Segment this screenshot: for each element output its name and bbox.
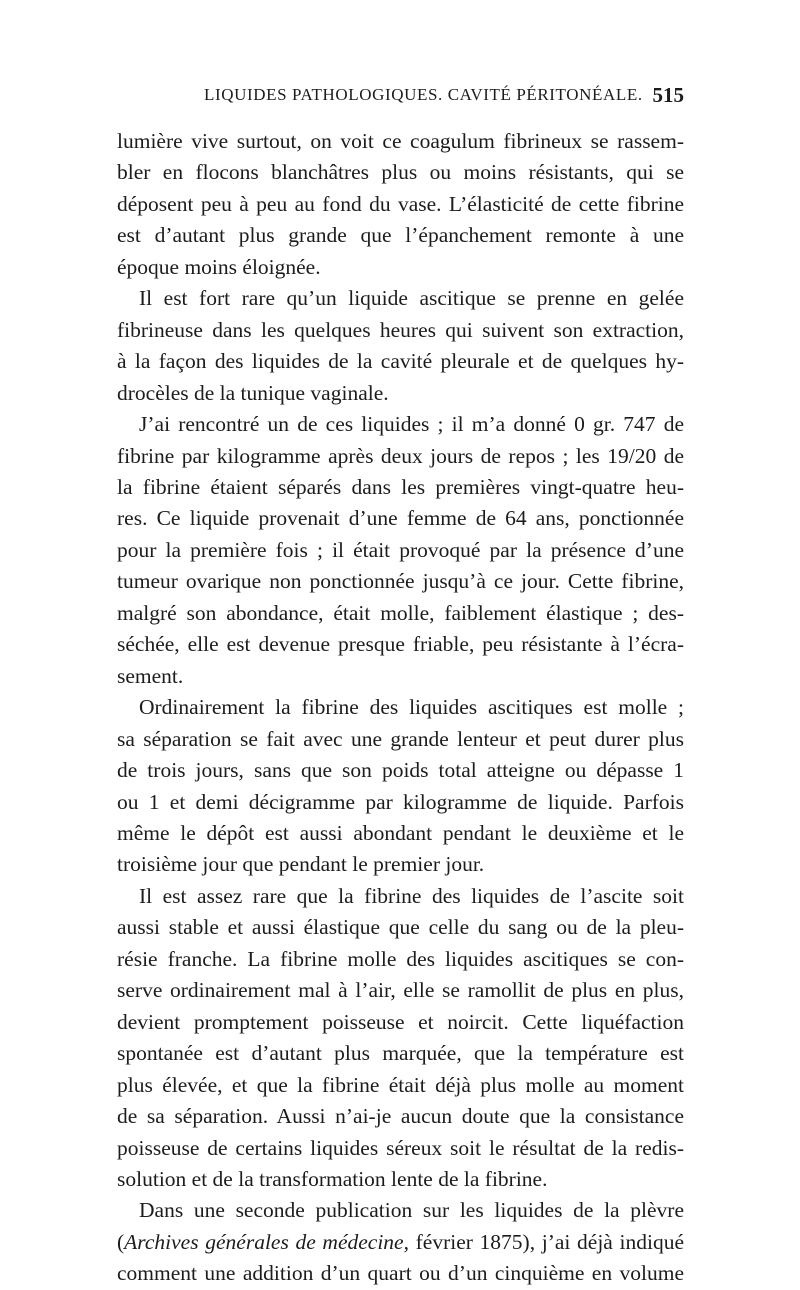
text-line: poisseuse de certains liquides séreux soit le résultat de la redis- — [117, 1135, 684, 1160]
text-line: Il est fort rare qu’un liquide ascitique se prenne en gelée — [139, 286, 684, 311]
text-line: devient promptement poisseuse et noircit. Cette liquéfaction — [117, 1009, 684, 1034]
running-title: LIQUIDES PATHOLOGIQUES. CAVITÉ PÉRITONÉALE. — [204, 85, 643, 104]
text-line: sement. — [117, 663, 184, 688]
text-line: même le dépôt est aussi abondant pendant le deuxième et le — [117, 820, 684, 845]
text-line: res. Ce liquide provenait d’une femme de 64 ans, ponctionnée — [117, 506, 684, 531]
text-line: pour la première fois ; il était provoqué par la présence d’une — [117, 537, 684, 562]
text-line: résie franche. La fibrine molle des liquides ascitiques se con- — [117, 946, 684, 971]
text-line: Ordinairement la fibrine des liquides ascitiques est molle ; — [139, 695, 684, 720]
text-line: déposent peu à peu au fond du vase. L’élasticité de cette fibrine — [117, 191, 684, 216]
text-line — [117, 1227, 684, 1258]
text-line: est d’autant plus grande que l’épanchement remonte à une — [117, 223, 684, 248]
text-line: lumière vive surtout, on voit ce coagulum fibrineux se rassem- — [117, 129, 684, 153]
text-line: Dans une seconde publication sur les liquides de la plèvre — [139, 1198, 684, 1223]
text-segment: ( — [117, 1229, 125, 1254]
text-line: la fibrine étaient séparés dans les premières vingt-quatre heu- — [117, 474, 684, 499]
page-number: 515 — [652, 83, 684, 107]
text-line: fibrine par kilogramme après deux jours de repos ; les 19/20 de — [117, 443, 684, 468]
body-text — [117, 126, 684, 1290]
text-line: Il est assez rare que la fibrine des liquides de l’ascite soit — [139, 883, 684, 908]
text-line: drocèles de la tunique vaginale. — [117, 380, 389, 405]
text-line: séchée, elle est devenue presque friable, peu résistante à l’écra- — [117, 632, 684, 657]
text-line: serve ordinairement mal à l’air, elle se ramollit de plus en plus, — [117, 978, 684, 1003]
text-line: spontanée est d’autant plus marquée, que la température est — [117, 1041, 684, 1066]
text-line: comment une addition d’un quart ou d’un cinquième en volume — [117, 1261, 684, 1286]
text-segment: , février 1875), j’ai déjà indiqué — [403, 1229, 684, 1254]
text-line: troisième jour que pendant le premier jour. — [117, 852, 485, 877]
text-line: fibrineuse dans les quelques heures qui suivent son extraction, — [117, 317, 684, 342]
text-line: époque moins éloignée. — [117, 254, 321, 279]
text-line: de trois jours, sans que son poids total atteigne ou dépasse 1 — [117, 758, 684, 783]
text-line: plus élevée, et que la fibrine était déjà plus molle au moment — [117, 1072, 684, 1097]
text-line: de sa séparation. Aussi n’ai-je aucun doute que la consistance — [117, 1104, 684, 1129]
text-line: solution et de la transformation lente de la fibrine. — [117, 1166, 548, 1191]
text-line: ou 1 et demi décigramme par kilogramme de liquide. Parfois — [117, 789, 684, 814]
text-line: à la façon des liquides de la cavité pleurale et de quelques hy- — [117, 349, 684, 374]
page-header — [120, 85, 684, 115]
text-line: malgré son abondance, était molle, faiblement élastique ; des- — [117, 600, 684, 625]
text-line: J’ai rencontré un de ces liquides ; il m’a donné 0 gr. 747 de — [139, 412, 684, 437]
text-line: aussi stable et aussi élastique que celle du sang ou de la pleu- — [117, 915, 684, 940]
text-line: sa séparation se fait avec une grande lenteur et peut durer plus — [117, 726, 684, 751]
journal-title: Archives générales de médecine — [124, 1229, 404, 1254]
text-line: bler en flocons blanchâtres plus ou moins résistants, qui se — [117, 160, 684, 185]
text-line: tumeur ovarique non ponctionnée jusqu’à ce jour. Cette fibrine, — [117, 569, 684, 594]
